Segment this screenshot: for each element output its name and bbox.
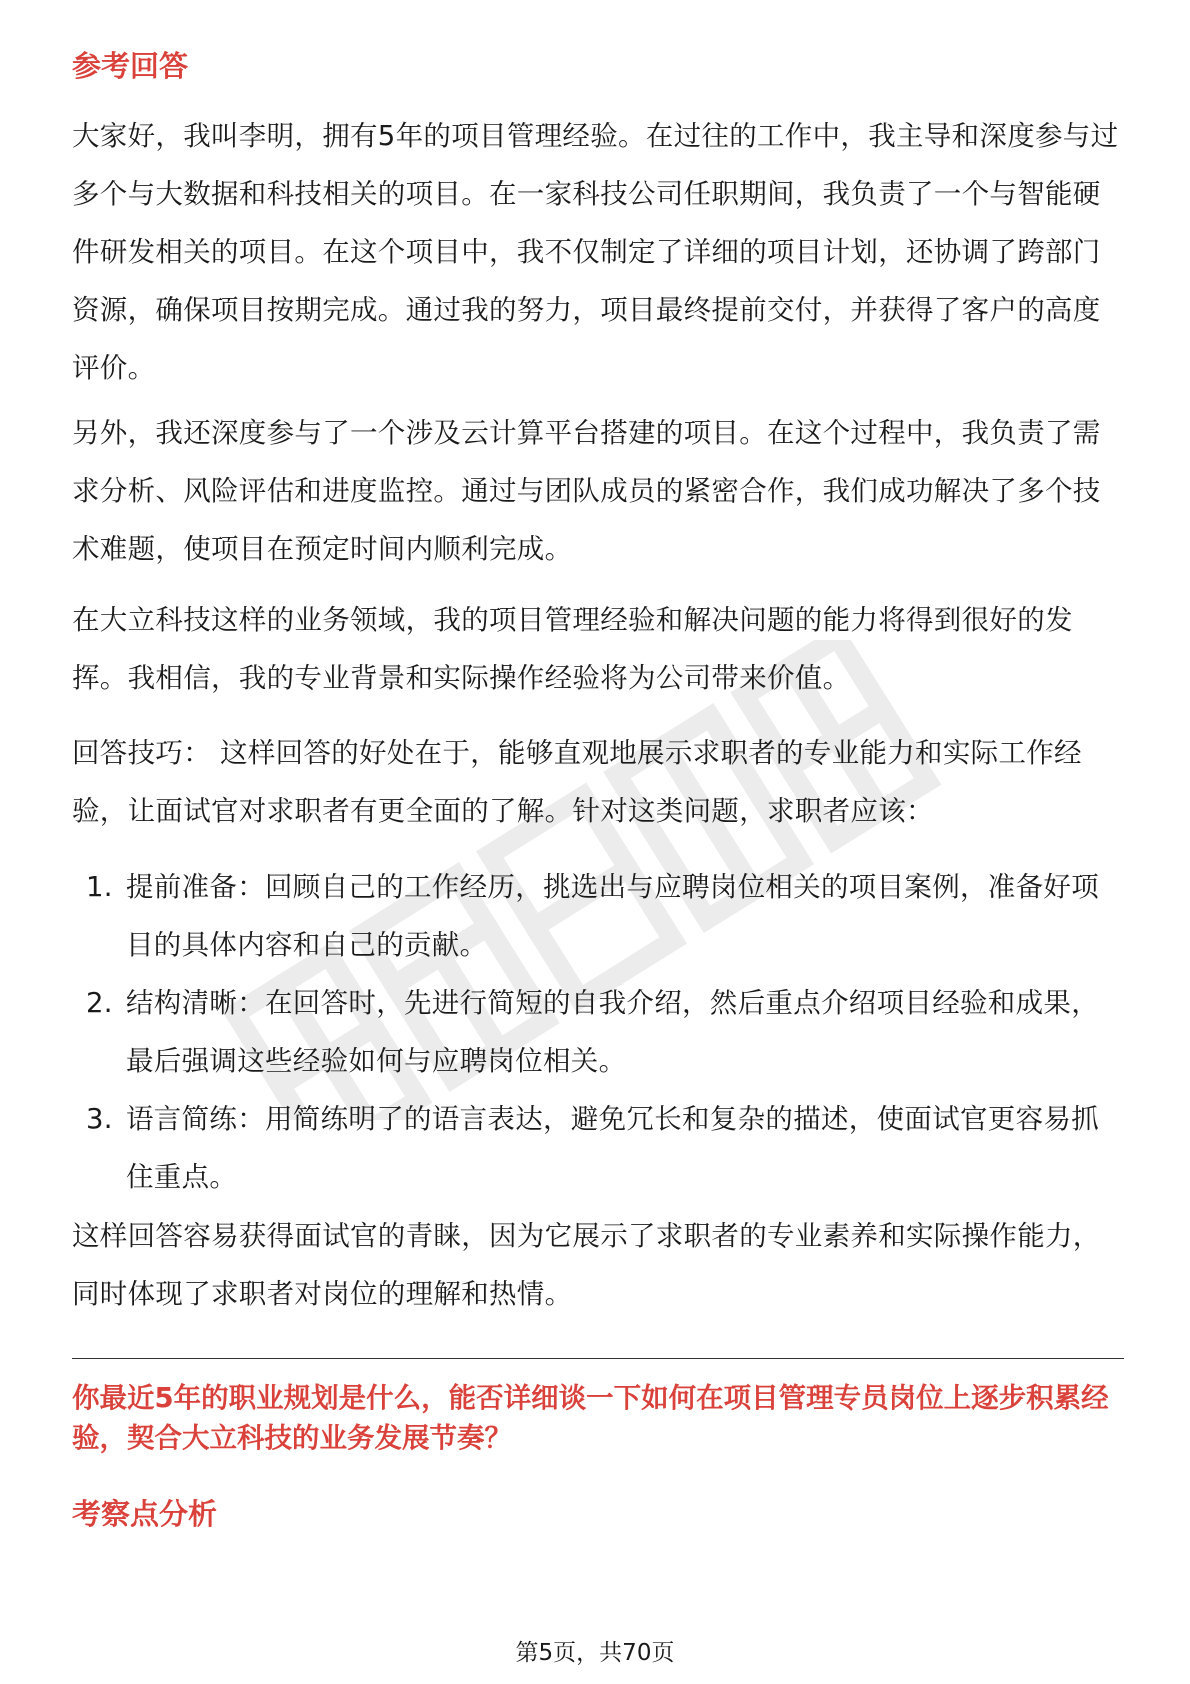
list-item-number: 1.	[86, 871, 113, 903]
list-item	[72, 1090, 1122, 1206]
tips-list	[72, 858, 1122, 1206]
list-item-text: 语言简练：用简练明了的语言表达，避免冗长和复杂的描述，使面试官更容易抓住重点。	[126, 1103, 1099, 1193]
answer-paragraph-2: 另外，我还深度参与了一个涉及云计算平台搭建的项目。在这个过程中，我负责了需求分析、风险评估和进度监控。通过与团队成员的紧密合作，我们成功解决了多个技术难题，使项目在预定时间内顺利完成。	[72, 417, 1101, 565]
page-footer: 第5页，共70页	[515, 1640, 675, 1666]
reference-answer-title: 参考回答	[72, 49, 189, 83]
tips-conclusion: 这样回答容易获得面试官的青睐，因为它展示了求职者的专业素养和实际操作能力，同时体现了求职者对岗位的理解和热情。	[72, 1220, 1101, 1310]
answer-paragraph-1: 大家好，我叫李明，拥有5年的项目管理经验。在过往的工作中，我主导和深度参与过多个与大数据和科技相关的项目。在一家科技公司任职期间，我负责了一个与智能硬件研发相关的项目。在这个项目中，我不仅制定了详细的项目计划，还协调了跨部门资源，确保项目按期完成。通过我的努力，项目最终提前交付，并获得了客户的高度评价。	[72, 120, 1119, 384]
list-item	[72, 974, 1122, 1090]
tips-intro: 回答技巧： 这样回答的好处在于，能够直观地展示求职者的专业能力和实际工作经验，让面试官对求职者有更全面的了解。针对这类问题，求职者应该：	[72, 737, 1082, 827]
section-divider	[72, 1358, 1124, 1359]
analysis-section-title: 考察点分析	[72, 1497, 218, 1531]
list-item	[72, 858, 1122, 974]
list-item-number: 3.	[86, 1103, 113, 1135]
list-item-text: 结构清晰：在回答时，先进行简短的自我介绍，然后重点介绍项目经验和成果，最后强调这些经验如何与应聘岗位相关。	[126, 987, 1099, 1077]
answer-paragraph-3: 在大立科技这样的业务领域，我的项目管理经验和解决问题的能力将得到很好的发挥。我相信，我的专业背景和实际操作经验将为公司带来价值。	[72, 604, 1073, 694]
list-item-number: 2.	[86, 987, 113, 1019]
list-item-text: 提前准备：回顾自己的工作经历，挑选出与应聘岗位相关的项目案例，准备好项目的具体内容和自己的贡献。	[126, 871, 1099, 961]
next-question: 你最近5年的职业规划是什么，能否详细谈一下如何在项目管理专员岗位上逐步积累经验，契合大立科技的业务发展节奏？	[72, 1382, 1109, 1454]
